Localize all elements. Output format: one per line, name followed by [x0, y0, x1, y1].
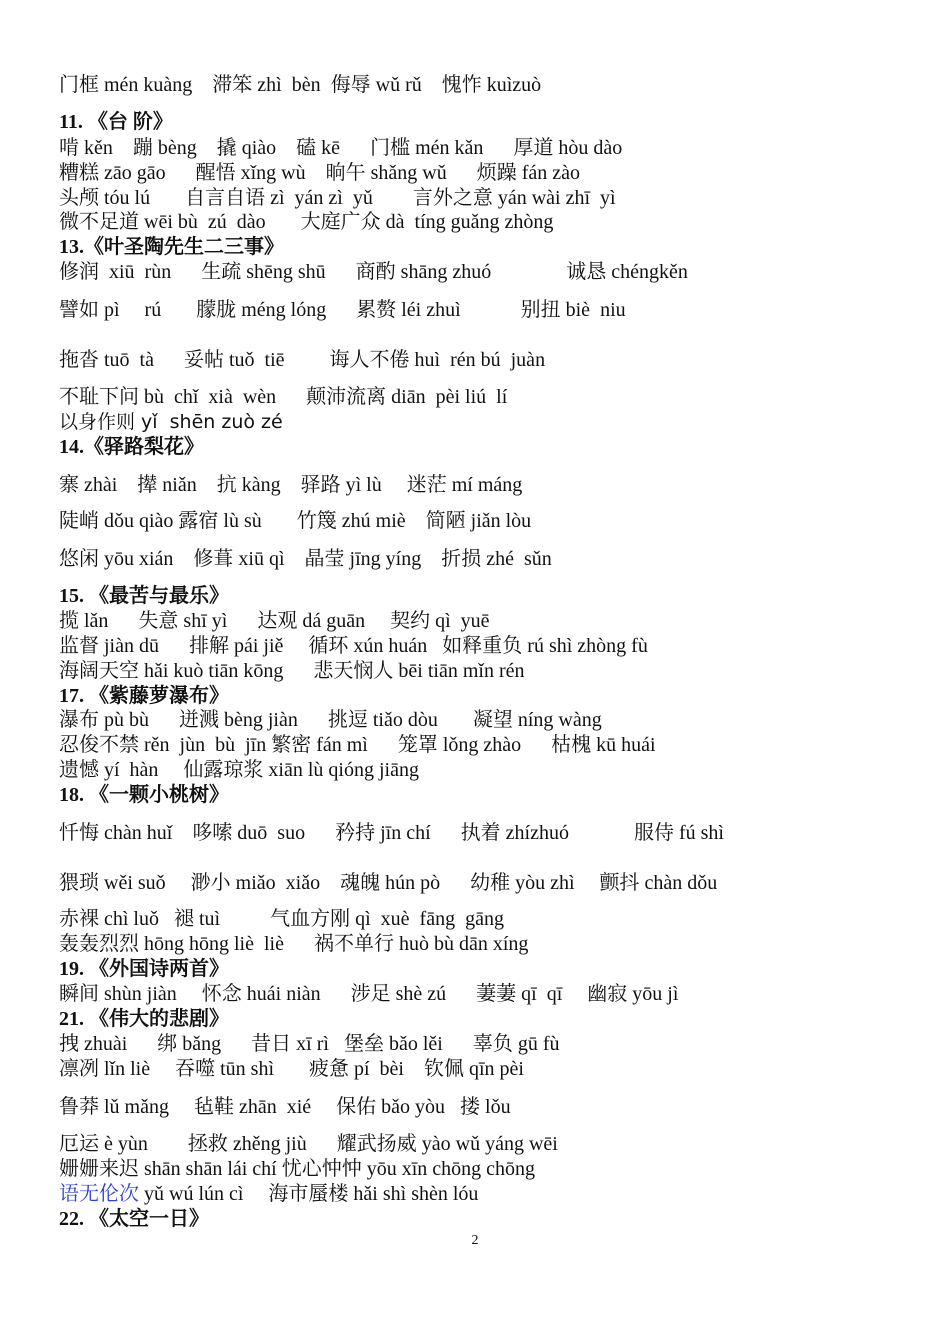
vocabulary-line: 寨 zhài 撵 niǎn 抗 kàng 驿路 yì lù 迷茫 mí máng: [59, 474, 523, 496]
vocabulary-line: [59, 1182, 478, 1206]
vocabulary-line: 瞬间 shùn jiàn 怀念 huái niàn 涉足 shè zú 萋萋 qī qī 幽寂 yōu jì: [59, 983, 679, 1005]
vocabulary-line: 揽 lǎn 失意 shī yì 达观 dá guān 契约 qì yuē: [59, 610, 490, 632]
vocabulary-line: 赤裸 chì luǒ 褪 tuì 气血方刚 qì xuè fāng gāng: [59, 908, 504, 930]
lesson-heading: 21. 《伟大的悲剧》: [59, 1008, 229, 1030]
lesson-heading: 22. 《太空一日》: [59, 1208, 209, 1230]
vocabulary-line: 轰轰烈烈 hōng hōng liè liè 祸不单行 huò bù dān xíng: [59, 933, 529, 955]
lesson-heading: 17. 《紫藤萝瀑布》: [59, 685, 229, 707]
vocabulary-line: 监督 jiàn dū 排解 pái jiě 循环 xún huán 如释重负 rú shì zhòng fù: [59, 635, 648, 657]
lesson-heading: 14.《驿路梨花》: [59, 436, 204, 458]
vocabulary-line: 瀑布 pù bù 迸溅 bèng jiàn 挑逗 tiǎo dòu 凝望 níng wàng: [59, 709, 602, 731]
highlighted-word: 语无伦次: [59, 1183, 139, 1205]
vocabulary-line: 微不足道 wēi bù zú dào 大庭广众 dà tíng guǎng zhòng: [59, 211, 554, 233]
vocabulary-line: 以身作则 yǐ shēn zuò zé: [59, 411, 283, 433]
vocabulary-line: 修润 xiū rùn 生疏 shēng shū 商酌 shāng zhuó 诚恳 chéngkěn: [59, 261, 688, 283]
vocabulary-line: 陡峭 dǒu qiào 露宿 lù sù 竹篾 zhú miè 简陋 jiǎn lòu: [59, 510, 532, 532]
vocabulary-line: 拽 zhuài 绑 bǎng 昔日 xī rì 堡垒 bǎo lěi 辜负 gū fù: [59, 1033, 560, 1055]
lesson-heading: 15. 《最苦与最乐》: [59, 585, 229, 607]
vocabulary-line: 海阔天空 hǎi kuò tiān kōng 悲天悯人 bēi tiān mǐn rén: [59, 660, 525, 682]
vocabulary-line: 遗憾 yí hàn 仙露琼浆 xiān lù qióng jiāng: [59, 759, 419, 781]
vocabulary-line: 猥琐 wěi suǒ 渺小 miǎo xiǎo 魂魄 hún pò 幼稚 yòu zhì 颤抖 chàn dǒu: [59, 872, 718, 894]
vocabulary-line: 忏悔 chàn huǐ 哆嗦 duō suo 矜持 jīn chí 执着 zhízhuó 服侍 fú shì: [59, 822, 724, 844]
vocabulary-line: 姗姗来迟 shān shān lái chí 忧心忡忡 yōu xīn chōng chōng: [59, 1158, 536, 1180]
lesson-heading: 11. 《台 阶》: [59, 111, 173, 133]
lesson-heading: 13.《叶圣陶先生二三事》: [59, 236, 284, 258]
vocabulary-line: 譬如 pì rú 朦胧 méng lóng 累赘 léi zhuì 别扭 biè niu: [59, 299, 626, 321]
page-number: 2: [471, 1233, 479, 1248]
lesson-heading: 18. 《一颗小桃树》: [59, 784, 229, 806]
vocabulary-text: yǔ wú lún cì 海市蜃楼 hǎi shì shèn lóu: [139, 1183, 479, 1205]
vocabulary-line: 拖沓 tuō tà 妥帖 tuǒ tiē 诲人不倦 huì rén bú juàn: [59, 349, 546, 371]
vocabulary-line: 啃 kěn 蹦 bèng 撬 qiào 磕 kē 门槛 mén kǎn 厚道 hòu dào: [59, 137, 623, 159]
vocabulary-line: 头颅 tóu lú 自言自语 zì yán zì yǔ 言外之意 yán wài zhī yì: [59, 187, 616, 209]
vocabulary-line: 厄运 è yùn 拯救 zhěng jiù 耀武扬威 yào wǔ yáng wēi: [59, 1133, 558, 1155]
vocabulary-line: 门框 mén kuàng 滞笨 zhì bèn 侮辱 wǔ rǔ 愧怍 kuìzuò: [59, 74, 542, 96]
lesson-heading: 19. 《外国诗两首》: [59, 958, 229, 980]
vocabulary-line: 凛冽 lǐn liè 吞噬 tūn shì 疲惫 pí bèi 钦佩 qīn pèi: [59, 1058, 524, 1080]
vocabulary-line: 糟糕 zāo gāo 醒悟 xǐng wù 晌午 shǎng wǔ 烦躁 fán zào: [59, 162, 581, 184]
vocabulary-line: 悠闲 yōu xián 修葺 xiū qì 晶莹 jīng yíng 折损 zhé sǔn: [59, 548, 552, 570]
vocabulary-line: 不耻下问 bù chǐ xià wèn 颠沛流离 diān pèi liú lí: [59, 386, 508, 408]
vocabulary-line: 忍俊不禁 rěn jùn bù jīn 繁密 fán mì 笼罩 lǒng zhào 枯槐 kū huái: [59, 734, 656, 756]
vocabulary-line: 鲁莽 lǔ mǎng 毡鞋 zhān xié 保佑 bǎo yòu 搂 lǒu: [59, 1096, 511, 1118]
